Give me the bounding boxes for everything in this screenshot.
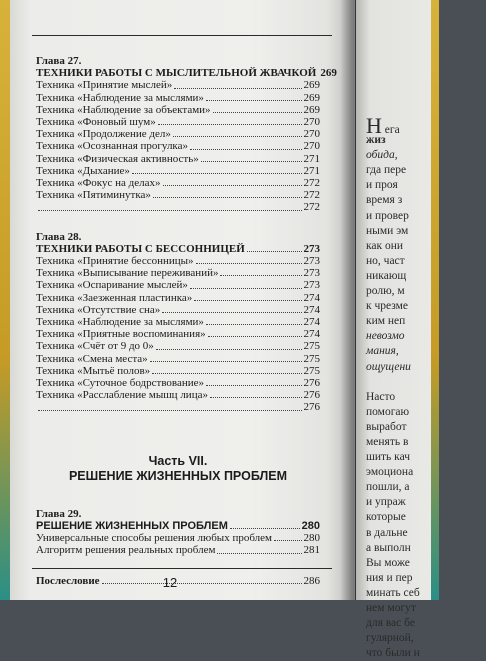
right-page-line: а выполн	[366, 541, 411, 554]
chapter-number: Глава 29.	[36, 507, 82, 520]
toc-page-number: 275	[303, 352, 320, 365]
leader-dots	[206, 324, 302, 325]
right-page-text	[366, 113, 486, 661]
toc-page-number: 269	[303, 103, 320, 116]
toc-entry	[36, 92, 320, 104]
toc-page-number: 280	[303, 532, 320, 545]
toc-entry-label: Техника «Счёт от 9 до 0»	[36, 340, 154, 353]
toc-entry-label: Техника «Пятиминутка»	[36, 189, 151, 202]
toc-entry-label: Техника «Выписывание переживаний»	[36, 267, 219, 280]
leader-dots	[208, 336, 302, 337]
right-page-line: Насто	[366, 390, 396, 403]
toc-page-number: 269	[303, 79, 320, 92]
right-page-line: шить кач	[366, 451, 410, 464]
toc-entry	[36, 292, 320, 304]
leader-dots	[206, 100, 302, 101]
right-page-line: жиз	[366, 134, 386, 147]
toc-entry-label: Алгоритм решения реальных проблем	[36, 544, 216, 557]
right-page-line: мания,	[366, 345, 399, 358]
drop-cap: Н	[366, 113, 382, 138]
right-page-line: как они	[366, 239, 404, 252]
right-page-line: эмоциона	[366, 466, 414, 479]
leader-dots	[247, 251, 302, 252]
leader-dots	[152, 373, 301, 374]
right-page-line: ными эм	[366, 224, 409, 237]
leader-dots	[196, 263, 302, 264]
toc-entry-label: Техника «Оспаривание мыслей»	[36, 279, 188, 292]
toc-page-number: 276	[303, 401, 320, 414]
right-page-line: время з	[366, 194, 403, 207]
toc-page-number: 275	[303, 364, 320, 377]
book-cover-edge-right	[431, 0, 439, 600]
right-page-line: пошли, а	[366, 481, 410, 494]
right-page-line: в дальне	[366, 526, 408, 539]
right-page-line: ощущени	[366, 360, 411, 373]
chapter-title	[36, 243, 320, 255]
toc-entry	[36, 328, 320, 340]
toc-page-number: 270	[303, 140, 320, 153]
leader-dots	[38, 210, 302, 211]
toc-page-number: 275	[303, 340, 320, 353]
right-page-line-rest: ега	[381, 124, 400, 136]
toc-entry	[36, 544, 320, 556]
header-rule	[32, 35, 332, 36]
right-page-line: менять в	[366, 435, 409, 448]
right-page-line: гулярной,	[366, 632, 414, 645]
right-page-line: минать себ	[366, 586, 420, 599]
toc-entry	[36, 165, 320, 177]
right-page-line: Вы може	[366, 556, 410, 569]
chapter-title-text: РЕШЕНИЕ ЖИЗНЕННЫХ ПРОБЛЕМ	[36, 519, 228, 532]
toc-page-number: 272	[303, 189, 320, 202]
toc-entry-label: Техника «Фоновый шум»	[36, 116, 156, 129]
toc-entry	[36, 532, 320, 544]
toc-entry	[36, 128, 320, 140]
toc-entry-label: Универсальные способы решения любых проблем	[36, 532, 272, 545]
toc-entry-label: Техника «Продолжение дел»	[36, 128, 171, 141]
right-page-line: к чрезме	[366, 300, 409, 313]
toc-entry-label: Послесловие	[36, 574, 100, 587]
part-heading	[36, 454, 320, 484]
toc-entry-label: Техника «Наблюдение за мыслями»	[36, 91, 204, 104]
toc-page-number: 269	[320, 67, 337, 80]
right-page-line: что были н	[366, 647, 420, 660]
leader-dots	[102, 583, 302, 584]
right-page-line: но, част	[366, 254, 405, 267]
toc-entry	[36, 353, 320, 365]
chapter-block	[36, 231, 320, 414]
right-page-line	[366, 375, 486, 390]
toc-page-number: 273	[303, 242, 320, 255]
leader-dots	[217, 553, 301, 554]
right-page-line: и упраж	[366, 496, 406, 509]
toc-page-number: 281	[303, 544, 320, 557]
toc-entry-label: Техника «Дыхание»	[36, 164, 130, 177]
right-page-line: и провер	[366, 209, 409, 222]
right-page-line: которые	[366, 511, 406, 524]
right-page-line: никающ	[366, 269, 407, 282]
toc-entry	[36, 153, 320, 165]
right-page	[356, 0, 433, 660]
right-page-line: нем могут	[366, 602, 416, 614]
leader-dots	[190, 149, 302, 150]
toc-page-number: 274	[303, 316, 320, 329]
toc-entry-label: Техника «Принятие мыслей»	[36, 79, 173, 92]
toc-entry-label: Техника «Наблюдение за мыслями»	[36, 316, 204, 329]
toc-entry-label: Техника «Расслабление мышц лица»	[36, 389, 208, 402]
toc-entry-label: Техника «Физическая активность»	[36, 152, 199, 165]
right-page-line: помогаю	[366, 405, 410, 418]
toc-page-number: 286	[303, 574, 320, 587]
toc-page-number: 273	[303, 267, 320, 280]
toc-entry	[36, 79, 320, 91]
right-page-line: для вас бе	[366, 617, 415, 630]
leader-dots	[206, 385, 301, 386]
toc-entry-label: Техника «Приятные воспоминания»	[36, 328, 206, 341]
toc-entry-label: Техника «Мытьё полов»	[36, 364, 151, 377]
toc-entry	[36, 340, 320, 352]
leader-dots	[163, 185, 302, 186]
chapter-title-text: ТЕХНИКИ РАБОТЫ С БЕССОННИЦЕЙ	[36, 242, 245, 255]
toc-entry-label: Техника «Наблюдение за объектами»	[36, 103, 211, 116]
toc-page-number: 280	[301, 519, 320, 532]
leader-dots	[158, 124, 302, 125]
part-number: Часть VII.	[148, 453, 208, 468]
toc-page-number: 274	[303, 303, 320, 316]
chapter-number: Глава 28.	[36, 230, 82, 243]
toc-entry	[36, 365, 320, 377]
right-page-line: невозмо	[366, 330, 405, 343]
leader-dots	[150, 361, 302, 362]
chapter-number: Глава 27.	[36, 55, 82, 67]
right-page-line: гда пере	[366, 164, 407, 177]
right-page-line	[366, 113, 486, 138]
toc-page-number: 271	[303, 164, 320, 177]
table-of-contents	[36, 55, 337, 587]
toc-entry-label: Техника «Заезженная пластинка»	[36, 291, 193, 304]
right-page-line: ким неп	[366, 315, 406, 328]
toc-entry	[36, 304, 320, 316]
toc-page-number: 276	[303, 389, 320, 402]
toc-page-number: 271	[303, 152, 320, 165]
leader-dots	[274, 540, 302, 541]
toc-entry-label: Техника «Принятие бессонницы»	[36, 255, 194, 268]
toc-entry	[36, 401, 320, 413]
leader-dots	[162, 312, 301, 313]
chapter-block	[36, 508, 320, 557]
footer-rule	[32, 568, 332, 569]
toc-entry	[36, 201, 320, 213]
toc-entry	[36, 316, 320, 328]
toc-page-number: 270	[303, 128, 320, 141]
right-page-line: ния и пер	[366, 571, 413, 584]
right-page-line: и проя	[366, 179, 398, 192]
toc-page-number: 272	[303, 201, 320, 214]
toc-entry-label: Техника «Фокус на делах»	[36, 177, 161, 190]
toc-page-number: 270	[303, 116, 320, 129]
leader-dots	[194, 300, 301, 301]
toc-entry	[36, 104, 320, 116]
chapter-block	[36, 55, 337, 214]
leader-dots	[38, 410, 302, 411]
toc-entry	[36, 279, 320, 291]
right-page-line: выработ	[366, 420, 407, 433]
toc-page-number: 272	[303, 177, 320, 190]
toc-page-number: 273	[303, 279, 320, 292]
leader-dots	[132, 173, 302, 174]
chapter-title-text: ТЕХНИКИ РАБОТЫ С МЫСЛИТЕЛЬНОЙ ЖВАЧКОЙ	[36, 67, 317, 80]
leader-dots	[230, 528, 300, 529]
toc-entry	[36, 267, 320, 279]
leader-dots	[220, 275, 301, 276]
toc-page-number: 269	[303, 91, 320, 104]
toc-page-number: 273	[303, 255, 320, 268]
toc-page-number: 274	[303, 291, 320, 304]
leader-dots	[153, 197, 302, 198]
leader-dots	[190, 288, 302, 289]
part-title: РЕШЕНИЕ ЖИЗНЕННЫХ ПРОБЛЕМ	[68, 468, 288, 483]
leader-dots	[156, 349, 302, 350]
leader-dots	[174, 88, 301, 89]
chapter-title	[36, 67, 337, 80]
toc-entry	[36, 116, 320, 128]
chapter-title	[36, 520, 320, 532]
toc-entry	[36, 177, 320, 189]
toc-entry	[36, 377, 320, 389]
toc-page-number: 274	[303, 328, 320, 341]
leader-dots	[213, 112, 302, 113]
leader-dots	[173, 136, 302, 137]
toc-entry-label: Техника «Смена места»	[36, 352, 148, 365]
toc-entry-label: Техника «Отсутствие сна»	[36, 303, 161, 316]
toc-entry	[36, 189, 320, 201]
toc-entry	[36, 140, 320, 152]
leader-dots	[210, 397, 302, 398]
leader-dots	[201, 161, 302, 162]
toc-entry-label: Техника «Суточное бодрствование»	[36, 377, 205, 390]
toc-page-number: 276	[303, 377, 320, 390]
right-page-line: обида,	[366, 149, 398, 162]
toc-entry	[36, 389, 320, 401]
right-page-line: ролю, м	[366, 285, 405, 298]
page-number: 12	[162, 575, 178, 590]
toc-entry	[36, 255, 320, 267]
toc-entry-label: Техника «Осознанная прогулка»	[36, 140, 188, 153]
